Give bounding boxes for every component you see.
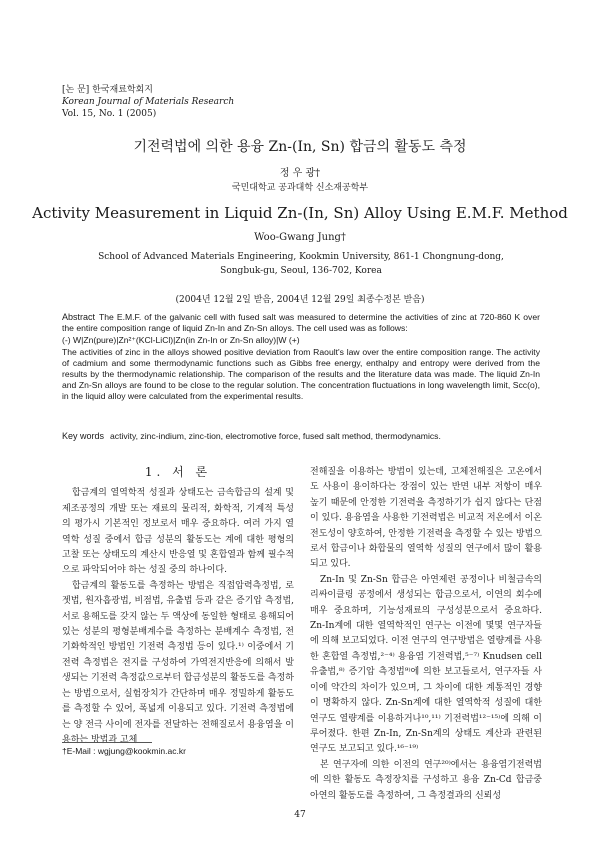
keywords — [62, 431, 540, 441]
title-korean: 기전력법에 의한 용융 Zn-(In, Sn) 합금의 활동도 측정 — [133, 139, 467, 155]
journal-volume: Vol. 15, No. 1 (2005) — [62, 109, 157, 119]
footnote-email: †E-Mail : wgjung@kookmin.ac.kr — [62, 746, 186, 756]
left-paragraph-1: 합금계의 열역학적 성질과 상태도는 금속합금의 설계 및 제조공정의 개발 또는 재료의 물리적, 화학적, 기계적 특성의 평가시 기본적인 정보로서 매우 중요하다. 여러 가지 열역학 성질 중에서 합금 성분의 활동도는 계에 대한 평형의 고찰 또는 상태도의 계산시 반응열 및 혼합열과 함께 필수적으로 파악되어야 하는 성질 중의 하나이다. — [62, 488, 294, 576]
left-paragraph-2: 합금계의 활동도를 측정하는 방법은 직접압력측정법, 로젯법, 원자흡광법, 비점법, 유출법 등과 같은 증기압 측정법, 서로 용해도를 갖지 않는 두 액상에 동일한 형태로 용해되어 있는 성분의 평형분배계수를 측정하는 분배계수 측정법, 전기화학적인 방법인 기전력 측정법 등이 있다.¹⁾ 이중에서 기전력 측정법은 전지를 구성하여 가역전지반응에 의해서 발생되는 기전력 측정값으로부터 합금성분의 활동도를 측정하는 방법으로서, 실험장치가 간단하며 매우 정밀하게 활동도를 측정할 수 있어, 폭넓게 이용되고 있다. 기전력 측정법에는 양 전극 사이에 전자를 전달하는 전해질로서 용융염을 이용하는 방법과 고체 — [62, 580, 294, 745]
section-heading: 1. 서 론 — [144, 465, 212, 479]
affiliation-english: School of Advanced Materials Engineering, Kookmin University, 861-1 Chongnung-dong, Songbuk-gu, Seoul, 136-702, Korea — [98, 252, 504, 276]
received-dates: (2004년 12월 2일 받음, 2004년 12월 29일 최종수정본 받음) — [175, 295, 425, 305]
journal-name-ko: [논 문] 한국재료학회지 — [62, 85, 153, 95]
right-column — [310, 465, 542, 804]
left-column — [62, 465, 294, 748]
footnote-divider — [62, 742, 152, 743]
author-english: Woo-Gwang Jung† — [254, 232, 346, 243]
title-english: Activity Measurement in Liquid Zn-(In, Sn) Alloy Using E.M.F. Method — [32, 204, 568, 222]
abstract — [62, 312, 540, 402]
keywords-text: activity, zinc-indium, zinc-tion, electromotive force, fused salt method, thermodynamics. — [110, 431, 441, 441]
page-number: 47 — [294, 810, 306, 820]
author-korean: 정 우 광† — [279, 168, 321, 179]
journal-name-en: Korean Journal of Materials Research — [62, 97, 235, 107]
abstract-label: Abstract — [62, 312, 96, 322]
journal-header — [62, 84, 234, 120]
right-paragraph-1: 전해질을 이용하는 방법이 있는데, 고체전해질은 고온에서도 사용이 용이하다는 장점이 있는 반면 내부 저항이 매우 높기 때문에 안정한 기전력을 측정하기가 쉽지 않다는 단점이 있다. 용융염을 사용한 기전력법은 비교적 저온에서 이온 전도성이 양호하여, 안정한 기전력을 측정할 수 있는 방법으로서 합금이나 화합물의 열역학 성질의 연구에서 많이 활용되고 있다. — [310, 467, 542, 570]
abstract-text-1: The E.M.F. of the galvanic cell with fused salt was measured to determine the activities of zinc at 720-860 K over the entire composition range of liquid Zn-In and Zn-Sn alloys. The cell used was as follows: — [62, 312, 540, 333]
right-paragraph-2: Zn-In 및 Zn-Sn 합금은 아연제련 공정이나 비철금속의 리싸이클링 공정에서 생성되는 합금으로서, 이연의 회수에 매우 중요하며, 기능성재료의 구성성분으로서 중요하다. Zn-In계에 대한 열역학적인 연구는 이전에 몇몇 연구자들에 의해 보고되었다. 이전 연구의 연구방법은 열량계를 사용한 혼합열 측정법,²⁻⁴⁾ 용융염 기전력법,⁵⁻⁷⁾ Knudsen cell 유출법,⁸⁾ 증기압 측정법⁹⁾에 의한 보고들로서, 연구자들 사이에 약간의 차이가 있으며, 그 차이에 대한 계통적인 경향이 명확하지 않다. Zn-Sn계에 대한 열역학적 성질에 대한 연구도 열량계를 이용하거나¹⁰,¹¹⁾ 기전력법¹²⁻¹⁵⁾에 의해 이루어졌다. 한편 Zn-In, Zn-Sn계의 상태도 계산과 관련된 연구도 보고되고 있다.¹⁶⁻¹⁹⁾ — [310, 574, 542, 755]
cell-notation: (-) W|Zn(pure)|Zn²⁺(KCl-LiCl)|Zn(in Zn-In or Zn-Sn alloy)|W (+) — [62, 335, 300, 345]
right-paragraph-3: 본 연구자에 의한 이전의 연구²⁰⁾에서는 용융염기전력법에 의한 활동도 측정장치를 구성하고 용융 Zn-Cd 합금중 아연의 활동도를 측정하여, 그 측정결과의 신뢰성 — [310, 759, 542, 801]
abstract-text-2: The activities of zinc in the alloys showed positive deviation from Raoult's law over the entire composition range. The activity of cadmium and some thermodynamic functions such as Gibbs free energy, enthalpy and entropy were derived from the results by the thermodynamic relationship. The comparison of the results and the literature data was made. The liquid Zn-In and Zn-Sn alloys are found to be close to the regular solution. The concentration fluctuations in long wavelength limit, Scc(o), in the liquid alloy were calculated from the experimental results. — [62, 347, 540, 401]
affiliation-korean: 국민대학교 공과대학 신소재공학부 — [231, 183, 369, 193]
keywords-label: Key words — [62, 431, 105, 441]
